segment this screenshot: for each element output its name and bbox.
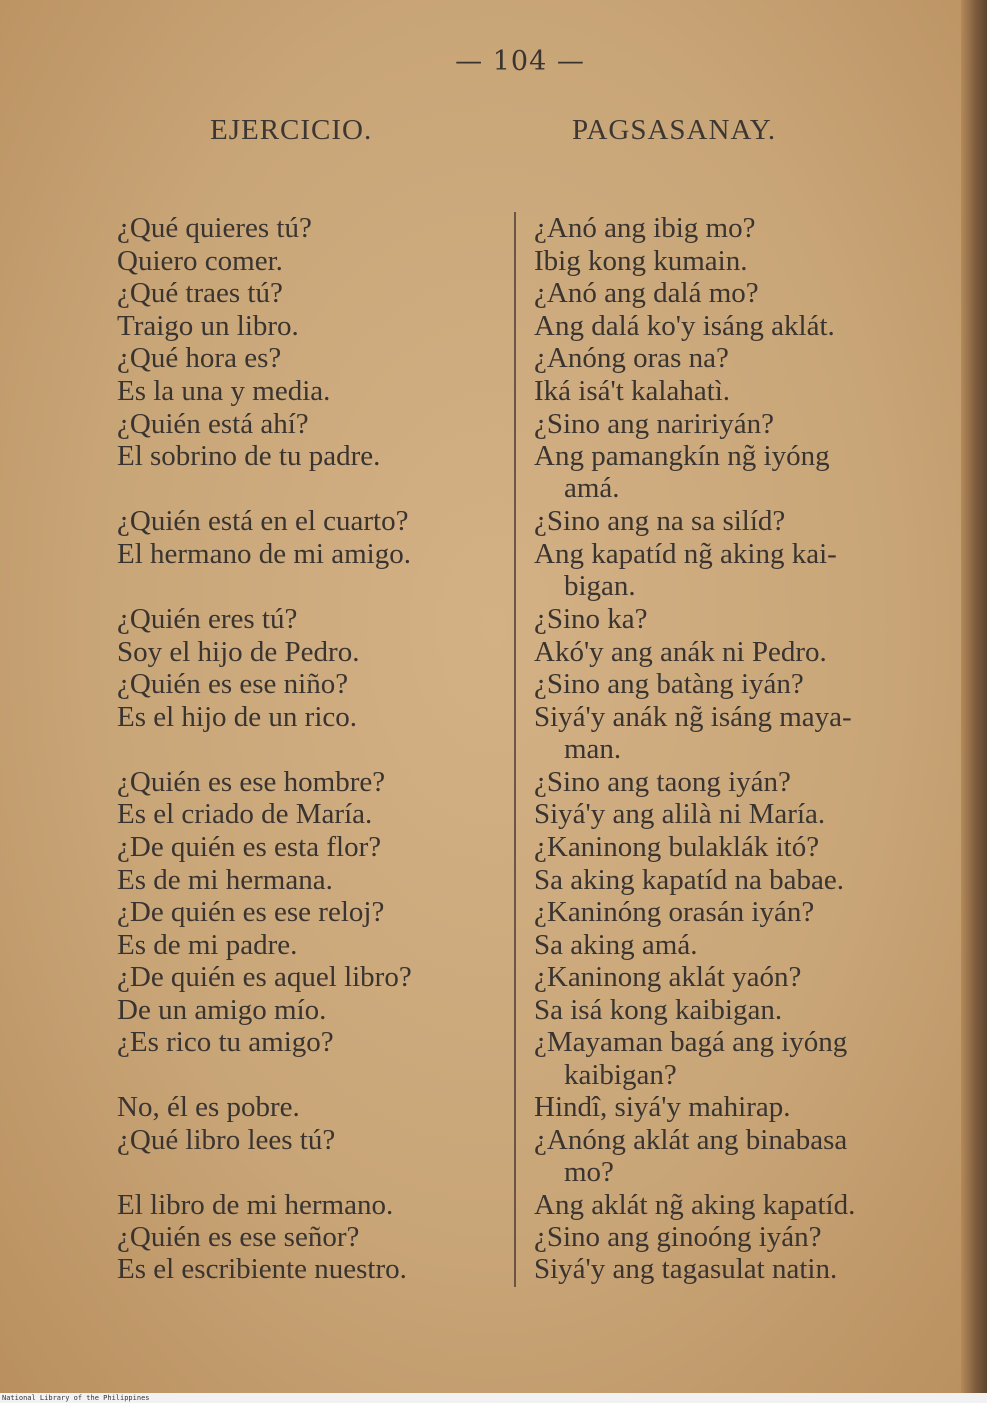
spanish-line: ¿De quién es aquel libro? [117,961,412,993]
spanish-line: ¿Quién está en el cuarto? [117,505,409,537]
tagalog-line: Siyá'y ang alilà ni María. [534,798,826,830]
spanish-line: El libro de mi hermano. [117,1189,394,1221]
spanish-line: ¿Qué hora es? [117,342,282,374]
spanish-line: De un amigo mío. [117,994,327,1026]
tagalog-line: Sa aking amá. [534,929,698,961]
tagalog-line: ¿Anó ang ibig mo? [534,212,756,244]
tagalog-line: Iká isá't kalahatì. [534,375,731,407]
tagalog-line: Sa aking kapatíd na babae. [534,864,845,896]
tagalog-line: ¿Kaninóng orasán iyán? [534,896,815,928]
tagalog-line: ¿Sino ang batàng iyán? [534,668,804,700]
tagalog-line: ¿Sino ang ginoóng iyán? [534,1221,822,1253]
tagalog-line: ¿Kaninong aklát yaón? [534,961,802,993]
spanish-line: ¿De quién es ese reloj? [117,896,385,928]
tagalog-line: Akó'y ang anák ni Pedro. [534,636,827,668]
spanish-line: ¿Qué libro lees tú? [117,1124,336,1156]
spanish-line: ¿Quién es ese señor? [117,1221,360,1253]
spanish-line: Quiero comer. [117,245,283,277]
spanish-line: El hermano de mi amigo. [117,538,411,570]
tagalog-line: ¿Anóng aklát ang binabasa [534,1124,848,1156]
tagalog-line: ¿Sino ang naririyán? [534,408,774,440]
spanish-line: Soy el hijo de Pedro. [117,636,360,668]
heading-ejercicio: EJERCICIO. [210,114,373,146]
tagalog-line: Ibig kong kumain. [534,245,748,277]
spanish-line: ¿De quién es esta flor? [117,831,382,863]
spanish-line: No, él es pobre. [117,1091,300,1123]
page-number: — 104 — [455,46,585,77]
tagalog-line: ¿Mayaman bagá ang iyóng [534,1026,848,1058]
spanish-line: ¿Qué traes tú? [117,277,283,309]
spanish-line: Es de mi hermana. [117,864,333,896]
page-binding-edge [961,0,987,1393]
tagalog-line: ¿Anóng oras na? [534,342,729,374]
column-divider [514,212,516,1287]
tagalog-line: ¿Sino ka? [534,603,648,635]
spanish-line: ¿Quién es ese hombre? [117,766,386,798]
tagalog-line: Sa isá kong kaibigan. [534,994,783,1026]
tagalog-line: Siyá'y anák ng̃ isáng maya- [534,701,852,733]
spanish-line: Traigo un libro. [117,310,299,342]
spanish-line: Es el hijo de un rico. [117,701,358,733]
spanish-line: ¿Es rico tu amigo? [117,1026,334,1058]
tagalog-line: Siyá'y ang tagasulat natin. [534,1253,838,1285]
tagalog-line: Hindî, siyá'y mahirap. [534,1091,791,1123]
spanish-line: ¿Quién eres tú? [117,603,298,635]
tagalog-line: man. [564,733,622,765]
spanish-line: Es el escribiente nuestro. [117,1253,407,1285]
tagalog-line: ¿Anó ang dalá mo? [534,277,759,309]
spanish-line: ¿Qué quieres tú? [117,212,312,244]
heading-pagsasanay: PAGSASANAY. [572,114,777,146]
tagalog-line: Ang pamangkín ng̃ iyóng [534,440,830,472]
tagalog-line: Ang kapatíd ng̃ aking kai- [534,538,837,570]
spanish-line: Es el criado de María. [117,798,373,830]
tagalog-line: amá. [564,472,620,504]
tagalog-line: bigan. [564,570,636,602]
tagalog-line: ¿Sino ang taong iyán? [534,766,791,798]
library-credit: National Library of the Philippines [2,1394,150,1402]
spanish-line: ¿Quién está ahí? [117,408,309,440]
spanish-line: ¿Quién es ese niño? [117,668,349,700]
tagalog-line: mo? [564,1156,614,1188]
tagalog-line: Ang dalá ko'y isáng aklát. [534,310,835,342]
tagalog-line: ¿Kaninong bulaklák itó? [534,831,820,863]
tagalog-line: ¿Sino ang na sa silíd? [534,505,786,537]
tagalog-line: kaibigan? [564,1059,677,1091]
spanish-line: Es de mi padre. [117,929,298,961]
spanish-line: Es la una y media. [117,375,331,407]
tagalog-line: Ang aklát ng̃ aking kapatíd. [534,1189,856,1221]
spanish-line: El sobrino de tu padre. [117,440,381,472]
